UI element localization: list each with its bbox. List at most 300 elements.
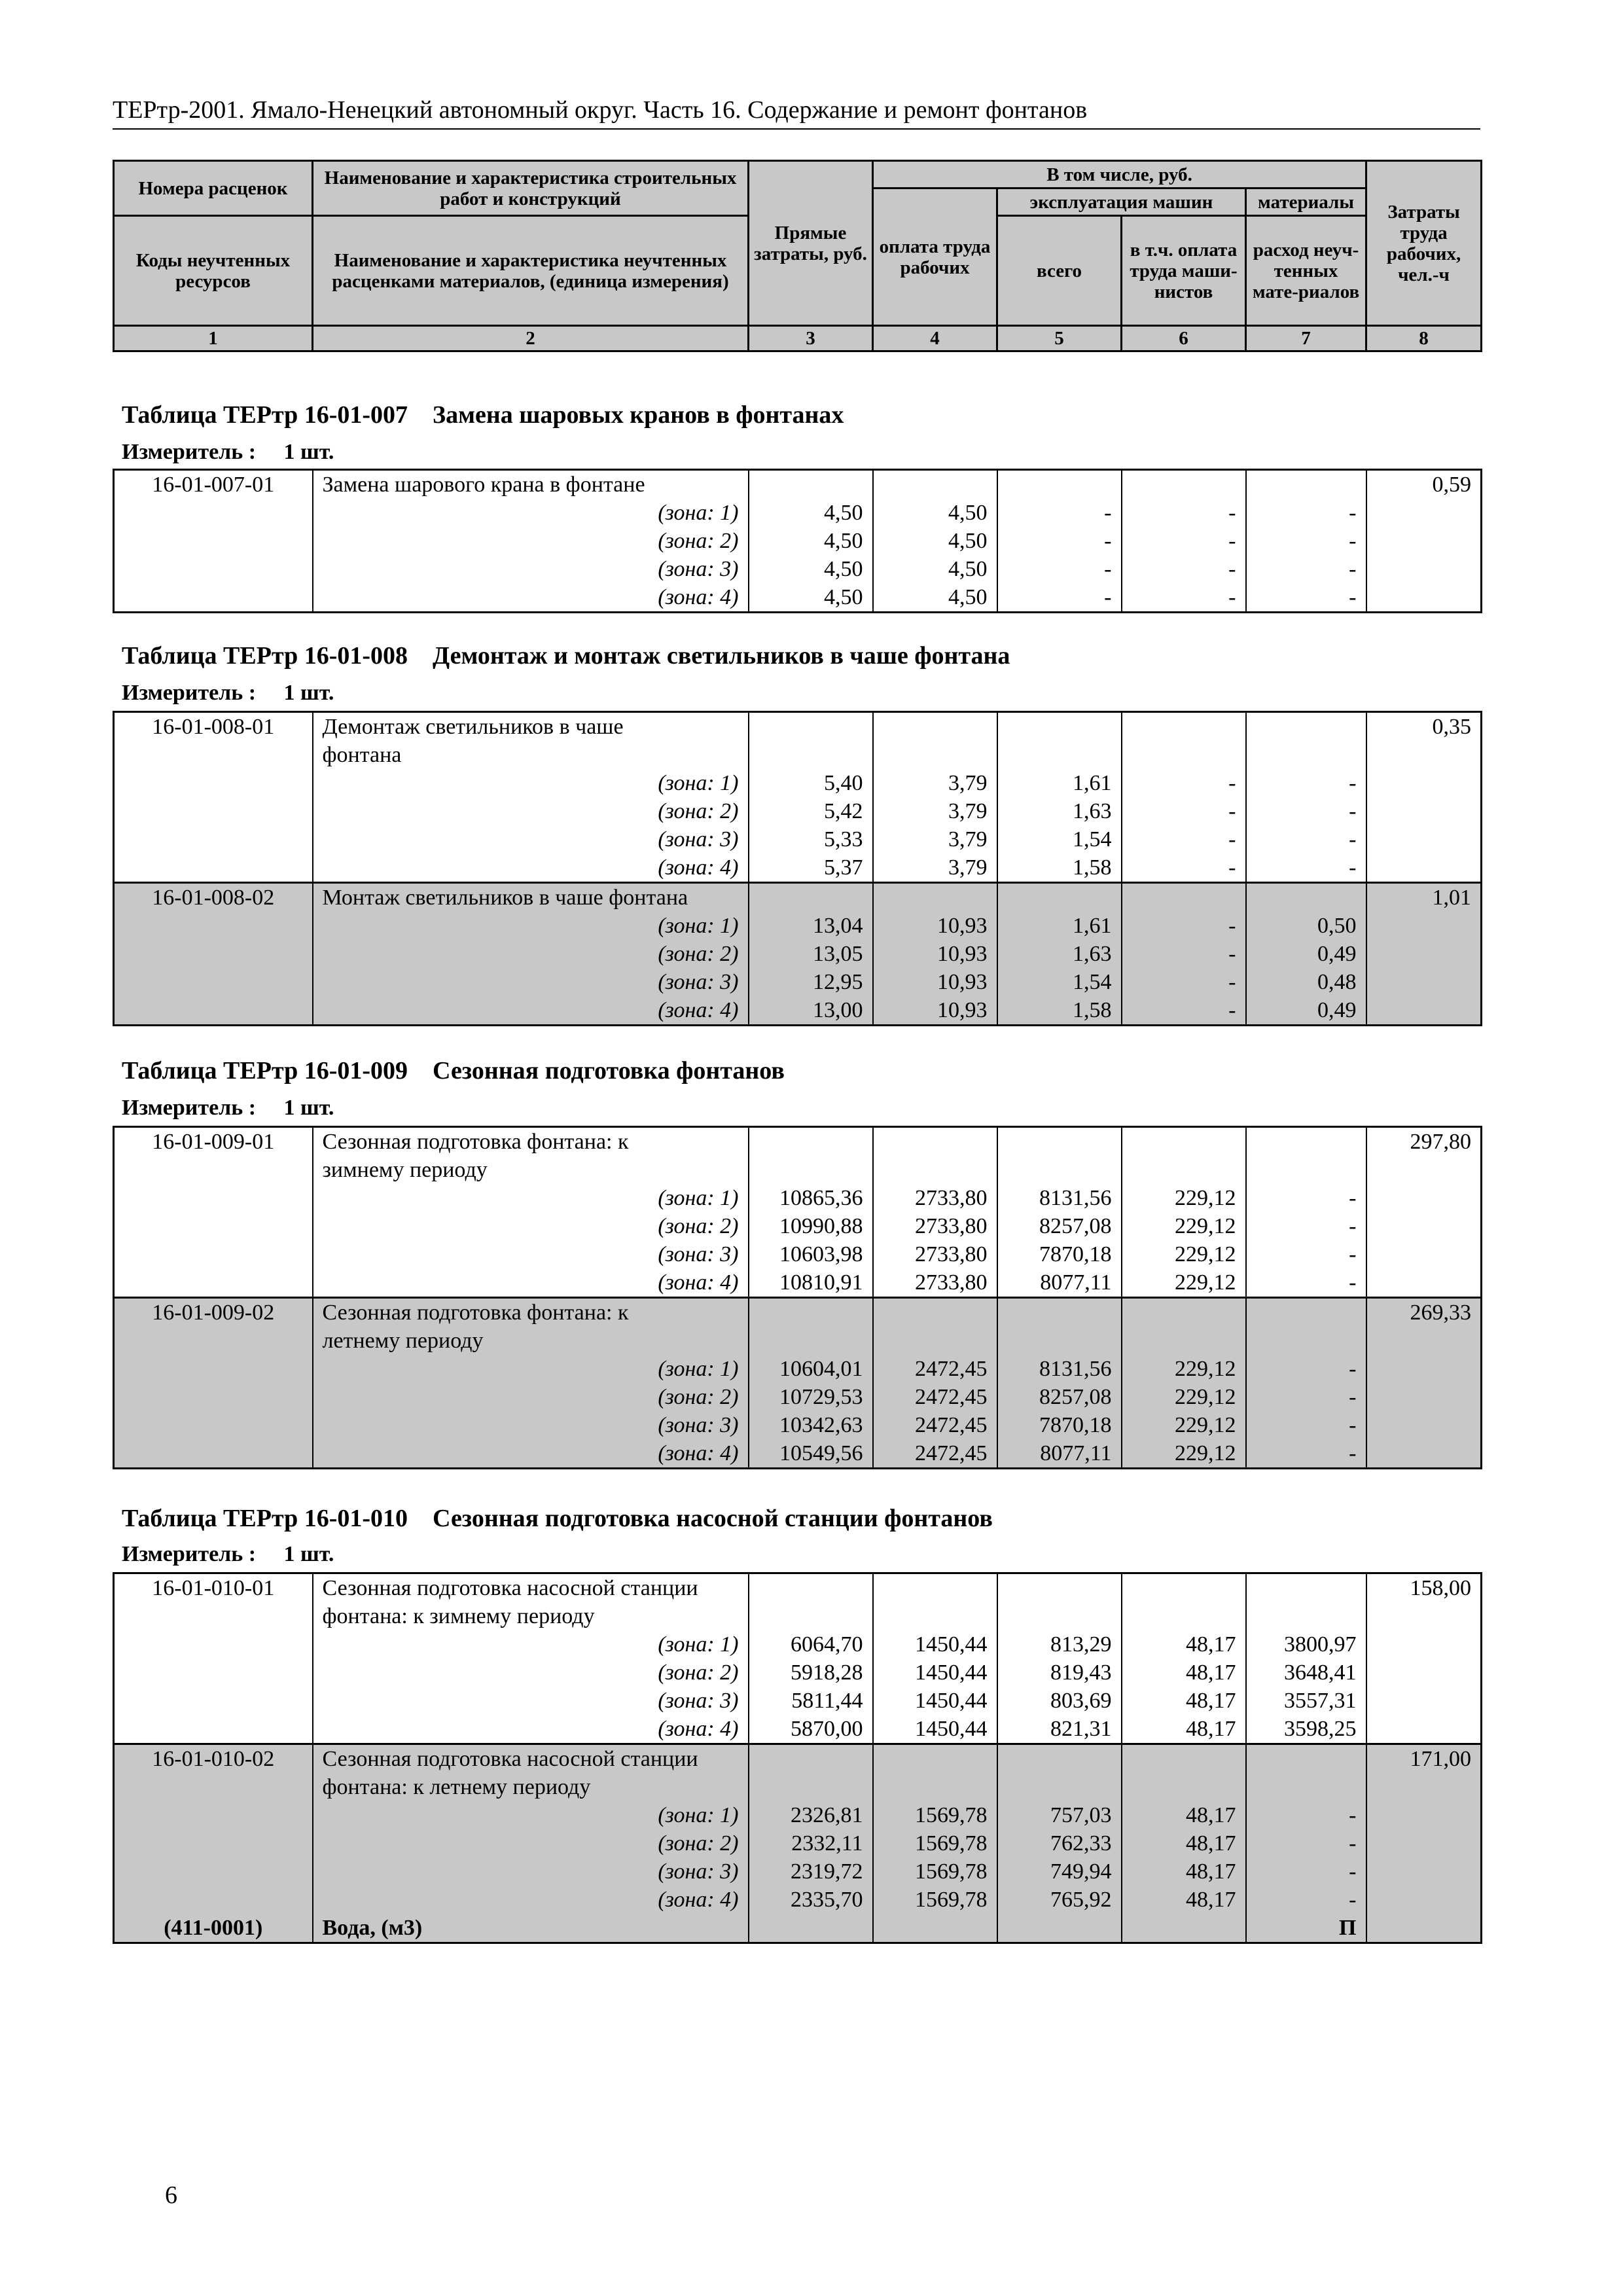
operator-pay: -	[1122, 499, 1246, 527]
work-name: Монтаж светильников в чаше фонтана	[313, 883, 749, 912]
worker-pay: 4,50	[873, 527, 997, 555]
work-name: фонтана: к летнему периоду	[313, 1773, 749, 1801]
direct-cost: 5,37	[749, 853, 873, 883]
empty-cell	[749, 1127, 873, 1157]
empty-cell	[114, 968, 313, 996]
empty-cell	[873, 1573, 997, 1603]
work-name: зимнему периоду	[313, 1156, 749, 1184]
machine-total: -	[997, 527, 1122, 555]
table-row	[114, 1630, 1482, 1659]
col-num: 7	[1246, 326, 1366, 351]
labor-cost: 1,01	[1366, 883, 1482, 912]
machine-total: 1,63	[997, 940, 1122, 968]
direct-cost: 4,50	[749, 527, 873, 555]
col-num: 8	[1366, 326, 1482, 351]
work-name: Сезонная подготовка фонтана: к	[313, 1298, 749, 1327]
col-num: 5	[997, 326, 1122, 351]
direct-cost: 5870,00	[749, 1715, 873, 1744]
work-name: фонтана	[313, 741, 749, 769]
table-row	[114, 1240, 1482, 1268]
worker-pay: 4,50	[873, 583, 997, 613]
rate-code: 16-01-010-01	[114, 1573, 313, 1603]
operator-pay: -	[1122, 583, 1246, 613]
empty-cell	[1122, 1773, 1246, 1801]
header-unaccounted-materials: Наименование и характеристика неучтенных расценками материалов, (единица измерения)	[313, 216, 749, 326]
machine-total: 765,92	[997, 1886, 1122, 1914]
worker-pay: 3,79	[873, 825, 997, 853]
operator-pay: 48,17	[1122, 1687, 1246, 1715]
empty-cell	[114, 940, 313, 968]
empty-cell	[114, 769, 313, 797]
material-consumption: -	[1246, 853, 1366, 883]
operator-pay: -	[1122, 996, 1246, 1026]
rate-code: 16-01-008-02	[114, 883, 313, 912]
empty-cell	[1122, 1602, 1246, 1630]
machine-total: 819,43	[997, 1659, 1122, 1687]
table-row	[114, 797, 1482, 825]
zone-label: (зона: 2)	[313, 1383, 749, 1411]
table-row	[114, 1857, 1482, 1886]
machine-total: 8077,11	[997, 1439, 1122, 1469]
table-row	[114, 1687, 1482, 1715]
empty-cell	[749, 1773, 873, 1801]
machine-total: 8131,56	[997, 1355, 1122, 1383]
machine-total: 821,31	[997, 1715, 1122, 1744]
empty-cell	[114, 1857, 313, 1886]
table-row	[114, 1829, 1482, 1857]
empty-cell	[1366, 996, 1482, 1026]
zone-label: (зона: 4)	[313, 1268, 749, 1298]
empty-cell	[1366, 968, 1482, 996]
machine-total: 803,69	[997, 1687, 1122, 1715]
section-meter: Измеритель : 1 шт.	[122, 681, 334, 705]
machine-total: 1,61	[997, 769, 1122, 797]
zone-label: (зона: 3)	[313, 968, 749, 996]
table-row	[114, 1744, 1482, 1774]
direct-cost: 2326,81	[749, 1801, 873, 1829]
machine-total: 1,58	[997, 996, 1122, 1026]
empty-cell	[114, 825, 313, 853]
operator-pay: 48,17	[1122, 1659, 1246, 1687]
empty-cell	[1122, 1327, 1246, 1355]
empty-cell	[114, 1659, 313, 1687]
work-name: Демонтаж светильников в чаше	[313, 712, 749, 742]
table-row	[114, 996, 1482, 1026]
direct-cost: 13,05	[749, 940, 873, 968]
header-operator-pay: в т.ч. оплата труда маши-нистов	[1122, 216, 1246, 326]
machine-total: 1,54	[997, 825, 1122, 853]
col-num: 2	[313, 326, 749, 351]
empty-cell	[1366, 1240, 1482, 1268]
section-title: Таблица ТЕРтр 16-01-007 Замена шаровых кранов в фонтанах	[122, 401, 844, 429]
empty-cell	[1366, 1857, 1482, 1886]
empty-cell	[997, 1298, 1122, 1327]
direct-cost: 2332,11	[749, 1829, 873, 1857]
direct-cost: 13,04	[749, 912, 873, 940]
operator-pay: 48,17	[1122, 1857, 1246, 1886]
labor-cost: 158,00	[1366, 1573, 1482, 1603]
worker-pay: 1569,78	[873, 1801, 997, 1829]
zone-label: (зона: 3)	[313, 1687, 749, 1715]
material-consumption: 0,49	[1246, 940, 1366, 968]
direct-cost: 10990,88	[749, 1212, 873, 1240]
empty-cell	[1366, 1355, 1482, 1383]
empty-cell	[1366, 499, 1482, 527]
worker-pay: 3,79	[873, 797, 997, 825]
table-row	[114, 769, 1482, 797]
zone-label: (зона: 1)	[313, 912, 749, 940]
direct-cost: 10604,01	[749, 1355, 873, 1383]
table-row	[114, 1355, 1482, 1383]
operator-pay: -	[1122, 555, 1246, 583]
rate-table	[113, 1126, 1482, 1469]
empty-cell	[997, 1914, 1122, 1943]
machine-total: 1,58	[997, 853, 1122, 883]
direct-cost: 10729,53	[749, 1383, 873, 1411]
empty-cell	[1122, 712, 1246, 742]
empty-cell	[114, 1602, 313, 1630]
header-direct-costs: Прямые затраты, руб.	[749, 161, 873, 326]
rate-table	[113, 711, 1482, 1026]
operator-pay: -	[1122, 825, 1246, 853]
material-consumption: -	[1246, 527, 1366, 555]
resource-row	[114, 1914, 1482, 1943]
empty-cell	[749, 1914, 873, 1943]
empty-cell	[873, 712, 997, 742]
direct-cost: 10810,91	[749, 1268, 873, 1298]
empty-cell	[1366, 825, 1482, 853]
empty-cell	[749, 470, 873, 499]
empty-cell	[873, 470, 997, 499]
table-row	[114, 1573, 1482, 1603]
material-consumption: -	[1246, 1240, 1366, 1268]
empty-cell	[1366, 1602, 1482, 1630]
worker-pay: 4,50	[873, 555, 997, 583]
empty-cell	[1366, 555, 1482, 583]
empty-cell	[114, 1687, 313, 1715]
rate-table	[113, 1572, 1482, 1944]
zone-label: (зона: 3)	[313, 825, 749, 853]
operator-pay: 48,17	[1122, 1630, 1246, 1659]
empty-cell	[749, 883, 873, 912]
machine-total: 813,29	[997, 1630, 1122, 1659]
empty-cell	[873, 1744, 997, 1774]
empty-cell	[114, 1630, 313, 1659]
col-num: 3	[749, 326, 873, 351]
direct-cost: 2319,72	[749, 1857, 873, 1886]
material-consumption: 3598,25	[1246, 1715, 1366, 1744]
resource-mark: П	[1246, 1914, 1366, 1943]
empty-cell	[114, 1773, 313, 1801]
table-row	[114, 853, 1482, 883]
worker-pay: 3,79	[873, 769, 997, 797]
table-row	[114, 1773, 1482, 1801]
empty-cell	[873, 1602, 997, 1630]
zone-label: (зона: 1)	[313, 1355, 749, 1383]
zone-label: (зона: 2)	[313, 1659, 749, 1687]
empty-cell	[1246, 470, 1366, 499]
empty-cell	[1366, 1156, 1482, 1184]
labor-cost: 0,35	[1366, 712, 1482, 742]
worker-pay: 1450,44	[873, 1687, 997, 1715]
resource-code: (411-0001)	[114, 1914, 313, 1943]
machine-total: -	[997, 499, 1122, 527]
empty-cell	[114, 1801, 313, 1829]
zone-label: (зона: 1)	[313, 769, 749, 797]
empty-cell	[1122, 1156, 1246, 1184]
empty-cell	[1366, 1659, 1482, 1687]
empty-cell	[1366, 1184, 1482, 1212]
worker-pay: 4,50	[873, 499, 997, 527]
table-row	[114, 527, 1482, 555]
header-machine-operation: эксплуатация машин	[997, 188, 1246, 216]
empty-cell	[873, 741, 997, 769]
operator-pay: -	[1122, 769, 1246, 797]
empty-cell	[873, 1156, 997, 1184]
direct-cost: 4,50	[749, 555, 873, 583]
operator-pay: 48,17	[1122, 1715, 1246, 1744]
empty-cell	[1366, 769, 1482, 797]
empty-cell	[873, 1773, 997, 1801]
empty-cell	[114, 1715, 313, 1744]
table-row	[114, 940, 1482, 968]
empty-cell	[1366, 1687, 1482, 1715]
empty-cell	[1122, 1744, 1246, 1774]
header-machine-total: всего	[997, 216, 1122, 326]
direct-cost: 6064,70	[749, 1630, 873, 1659]
section-title: Таблица ТЕРтр 16-01-010 Сезонная подготовка насосной станции фонтанов	[122, 1505, 993, 1532]
table-row	[114, 1439, 1482, 1469]
empty-cell	[1122, 470, 1246, 499]
table-row	[114, 1715, 1482, 1744]
empty-cell	[114, 1829, 313, 1857]
empty-cell	[1366, 1411, 1482, 1439]
operator-pay: 229,12	[1122, 1439, 1246, 1469]
empty-cell	[1122, 883, 1246, 912]
empty-cell	[1122, 1573, 1246, 1603]
zone-label: (зона: 4)	[313, 1886, 749, 1914]
machine-total: 8257,08	[997, 1212, 1122, 1240]
empty-cell	[1366, 1327, 1482, 1355]
material-consumption: -	[1246, 1383, 1366, 1411]
empty-cell	[997, 1327, 1122, 1355]
machine-total: -	[997, 583, 1122, 613]
worker-pay: 2472,45	[873, 1383, 997, 1411]
table-row	[114, 1127, 1482, 1157]
work-name: Сезонная подготовка насосной станции	[313, 1744, 749, 1774]
resource-name: Вода, (м3)	[313, 1914, 749, 1943]
operator-pay: -	[1122, 968, 1246, 996]
worker-pay: 2733,80	[873, 1268, 997, 1298]
empty-cell	[1246, 1773, 1366, 1801]
table-row	[114, 555, 1482, 583]
empty-cell	[1366, 797, 1482, 825]
empty-cell	[749, 1573, 873, 1603]
empty-cell	[1246, 1156, 1366, 1184]
operator-pay: 229,12	[1122, 1383, 1246, 1411]
worker-pay: 1569,78	[873, 1886, 997, 1914]
work-name: Замена шарового крана в фонтане	[313, 470, 749, 499]
direct-cost: 13,00	[749, 996, 873, 1026]
direct-cost: 5,40	[749, 769, 873, 797]
rate-code: 16-01-007-01	[114, 470, 313, 499]
worker-pay: 10,93	[873, 912, 997, 940]
machine-total: 8131,56	[997, 1184, 1122, 1212]
empty-cell	[1246, 712, 1366, 742]
material-consumption: 3557,31	[1246, 1687, 1366, 1715]
table-row	[114, 1327, 1482, 1355]
machine-total: -	[997, 555, 1122, 583]
empty-cell	[114, 1383, 313, 1411]
material-consumption: -	[1246, 797, 1366, 825]
header-labor-costs: Затраты труда рабочих, чел.-ч	[1366, 161, 1482, 326]
zone-label: (зона: 3)	[313, 555, 749, 583]
empty-cell	[749, 1602, 873, 1630]
empty-cell	[1366, 1886, 1482, 1914]
worker-pay: 1450,44	[873, 1659, 997, 1687]
empty-cell	[114, 912, 313, 940]
worker-pay: 2733,80	[873, 1240, 997, 1268]
empty-cell	[997, 1573, 1122, 1603]
empty-cell	[1366, 583, 1482, 613]
table-row	[114, 1268, 1482, 1298]
empty-cell	[1246, 1327, 1366, 1355]
material-consumption: -	[1246, 1184, 1366, 1212]
zone-label: (зона: 1)	[313, 499, 749, 527]
table-row	[114, 1659, 1482, 1687]
machine-total: 1,54	[997, 968, 1122, 996]
worker-pay: 10,93	[873, 996, 997, 1026]
material-consumption: -	[1246, 555, 1366, 583]
empty-cell	[873, 1327, 997, 1355]
empty-cell	[873, 1298, 997, 1327]
empty-cell	[114, 741, 313, 769]
header-material-consumption: расход неуч-тенных мате-риалов	[1246, 216, 1366, 326]
table-row	[114, 1602, 1482, 1630]
operator-pay: 48,17	[1122, 1886, 1246, 1914]
empty-cell	[997, 1744, 1122, 1774]
machine-total: 749,94	[997, 1857, 1122, 1886]
empty-cell	[1366, 1801, 1482, 1829]
empty-cell	[1366, 940, 1482, 968]
operator-pay: 229,12	[1122, 1355, 1246, 1383]
material-consumption: -	[1246, 769, 1366, 797]
table-row	[114, 1156, 1482, 1184]
material-consumption: 0,50	[1246, 912, 1366, 940]
table-row	[114, 1801, 1482, 1829]
table-row	[114, 499, 1482, 527]
header-including: В том числе, руб.	[873, 161, 1366, 188]
operator-pay: -	[1122, 797, 1246, 825]
empty-cell	[873, 1914, 997, 1943]
worker-pay: 1450,44	[873, 1630, 997, 1659]
worker-pay: 1569,78	[873, 1857, 997, 1886]
table-row	[114, 470, 1482, 499]
zone-label: (зона: 4)	[313, 583, 749, 613]
material-consumption: -	[1246, 1829, 1366, 1857]
zone-label: (зона: 1)	[313, 1630, 749, 1659]
table-row	[114, 741, 1482, 769]
table-row	[114, 1212, 1482, 1240]
worker-pay: 1569,78	[873, 1829, 997, 1857]
labor-cost: 0,59	[1366, 470, 1482, 499]
empty-cell	[997, 712, 1122, 742]
empty-cell	[114, 1212, 313, 1240]
empty-cell	[114, 1156, 313, 1184]
direct-cost: 10865,36	[749, 1184, 873, 1212]
machine-total: 762,33	[997, 1829, 1122, 1857]
material-consumption: -	[1246, 1212, 1366, 1240]
table-row	[114, 825, 1482, 853]
empty-cell	[997, 470, 1122, 499]
work-name: Сезонная подготовка насосной станции	[313, 1573, 749, 1603]
empty-cell	[114, 1268, 313, 1298]
material-consumption: -	[1246, 825, 1366, 853]
empty-cell	[114, 1439, 313, 1469]
page-number: 6	[165, 2181, 177, 2209]
direct-cost: 10342,63	[749, 1411, 873, 1439]
machine-total: 757,03	[997, 1801, 1122, 1829]
rate-code: 16-01-009-02	[114, 1298, 313, 1327]
col-num: 6	[1122, 326, 1246, 351]
operator-pay: 48,17	[1122, 1829, 1246, 1857]
direct-cost: 12,95	[749, 968, 873, 996]
empty-cell	[1366, 912, 1482, 940]
zone-label: (зона: 4)	[313, 1715, 749, 1744]
work-name: Сезонная подготовка фонтана: к	[313, 1127, 749, 1157]
empty-cell	[1366, 1630, 1482, 1659]
col-num: 1	[114, 326, 313, 351]
operator-pay: 48,17	[1122, 1801, 1246, 1829]
labor-cost: 171,00	[1366, 1744, 1482, 1774]
empty-cell	[114, 583, 313, 613]
operator-pay: -	[1122, 853, 1246, 883]
table-row	[114, 912, 1482, 940]
empty-cell	[114, 527, 313, 555]
work-name: фонтана: к зимнему периоду	[313, 1602, 749, 1630]
empty-cell	[1122, 1127, 1246, 1157]
empty-cell	[997, 1773, 1122, 1801]
zone-label: (зона: 4)	[313, 996, 749, 1026]
empty-cell	[1246, 1573, 1366, 1603]
zone-label: (зона: 2)	[313, 527, 749, 555]
material-consumption: -	[1246, 1355, 1366, 1383]
empty-cell	[749, 712, 873, 742]
table-row	[114, 1411, 1482, 1439]
material-consumption: -	[1246, 1886, 1366, 1914]
machine-total: 8077,11	[997, 1268, 1122, 1298]
header-work-name: Наименование и характеристика строительных работ и конструкций	[313, 161, 749, 216]
empty-cell	[1246, 883, 1366, 912]
direct-cost: 5,33	[749, 825, 873, 853]
operator-pay: 229,12	[1122, 1411, 1246, 1439]
rate-table	[113, 469, 1482, 613]
column-header-table	[113, 160, 1482, 352]
empty-cell	[1366, 1914, 1482, 1943]
zone-label: (зона: 4)	[313, 853, 749, 883]
zone-label: (зона: 4)	[313, 1439, 749, 1469]
empty-cell	[114, 853, 313, 883]
operator-pay: 229,12	[1122, 1240, 1246, 1268]
col-num: 4	[873, 326, 997, 351]
empty-cell	[749, 1327, 873, 1355]
empty-cell	[997, 741, 1122, 769]
empty-cell	[1366, 527, 1482, 555]
worker-pay: 2733,80	[873, 1212, 997, 1240]
table-row	[114, 883, 1482, 912]
direct-cost: 10549,56	[749, 1439, 873, 1469]
operator-pay: -	[1122, 527, 1246, 555]
